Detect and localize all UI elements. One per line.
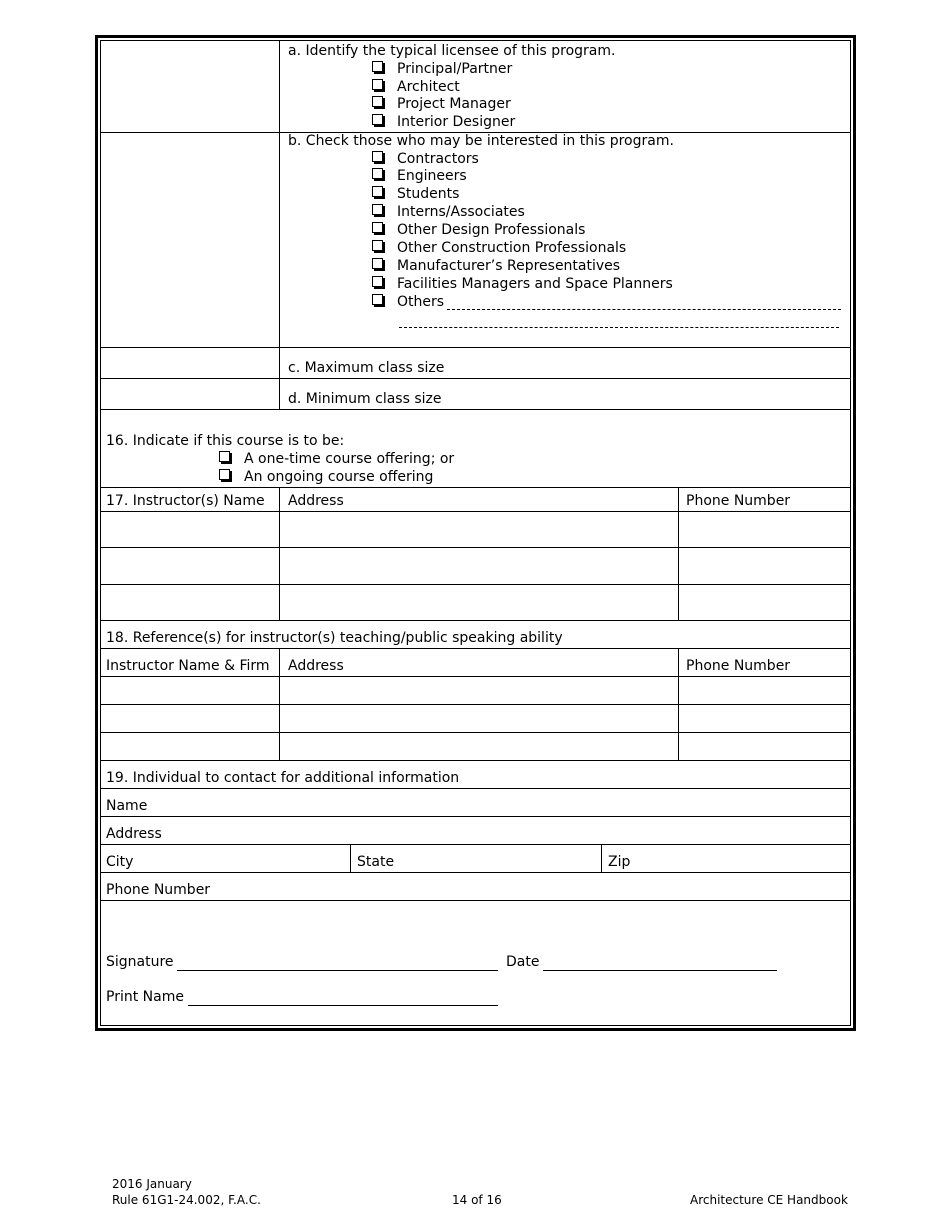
checkbox-option[interactable]: Engineers xyxy=(372,167,467,185)
col-divider xyxy=(279,41,280,409)
contact-name-label: Name xyxy=(106,798,148,814)
col-divider xyxy=(350,844,351,872)
checkbox-icon[interactable] xyxy=(372,258,383,269)
row-divider xyxy=(101,900,850,901)
footer-rule: Rule 61G1-24.002, F.A.C. xyxy=(112,1193,261,1207)
reference-phone-header: Phone Number xyxy=(686,658,791,674)
checkbox-icon[interactable] xyxy=(372,114,383,125)
col-divider xyxy=(279,487,280,620)
contact-phone-label: Phone Number xyxy=(106,882,211,898)
row-divider xyxy=(101,584,850,585)
checkbox-option-others[interactable]: Others xyxy=(372,293,444,311)
reference-address-header: Address xyxy=(288,658,344,674)
checkbox-icon[interactable] xyxy=(372,96,383,107)
form-frame xyxy=(95,35,856,1031)
col-divider xyxy=(678,487,679,620)
checkbox-icon[interactable] xyxy=(372,204,383,215)
instructor-address-header: Address xyxy=(288,493,344,509)
row-divider xyxy=(101,378,850,379)
row-divider xyxy=(101,620,850,621)
max-class-size-label: c. Maximum class size xyxy=(288,360,445,376)
checkbox-icon[interactable] xyxy=(372,186,383,197)
reference-name-header: Instructor Name & Firm xyxy=(106,658,270,674)
checkbox-icon[interactable] xyxy=(372,276,383,287)
checkbox-option[interactable]: Other Construction Professionals xyxy=(372,239,626,257)
checkbox-icon[interactable] xyxy=(372,294,383,305)
col-divider xyxy=(678,648,679,760)
print-name-line[interactable] xyxy=(188,1005,498,1006)
col-divider xyxy=(279,648,280,760)
others-fill-line[interactable] xyxy=(399,327,839,328)
contact-title: 19. Individual to contact for additional information xyxy=(106,770,460,786)
checkbox-option[interactable]: Project Manager xyxy=(372,95,511,113)
offering-prompt: 16. Indicate if this course is to be: xyxy=(106,433,345,449)
checkbox-option[interactable]: A one-time course offering; or xyxy=(219,450,454,468)
signature-line[interactable] xyxy=(177,970,498,971)
checkbox-option[interactable]: Facilities Managers and Space Planners xyxy=(372,275,673,293)
contact-address-label: Address xyxy=(106,826,162,842)
instructor-name-header: 17. Instructor(s) Name xyxy=(106,493,265,509)
instructor-phone-header: Phone Number xyxy=(686,493,791,509)
signature-label: Signature xyxy=(106,954,174,970)
date-label: Date xyxy=(506,954,540,970)
min-class-size-label: d. Minimum class size xyxy=(288,391,442,407)
row-divider xyxy=(101,511,850,512)
checkbox-icon[interactable] xyxy=(372,240,383,251)
checkbox-option[interactable]: An ongoing course offering xyxy=(219,468,433,486)
checkbox-option[interactable]: Interns/Associates xyxy=(372,203,525,221)
contact-state-label: State xyxy=(357,854,395,870)
others-fill-line[interactable] xyxy=(447,309,841,310)
print-name-label: Print Name xyxy=(106,989,184,1005)
date-line[interactable] xyxy=(543,970,777,971)
interested-prompt: b. Check those who may be interested in this program. xyxy=(288,133,674,149)
row-divider xyxy=(101,347,850,348)
checkbox-icon[interactable] xyxy=(219,469,230,480)
references-title: 18. Reference(s) for instructor(s) teaching/public speaking ability xyxy=(106,630,563,646)
contact-zip-label: Zip xyxy=(608,854,631,870)
row-divider xyxy=(101,760,850,761)
checkbox-option[interactable]: Manufacturer’s Representatives xyxy=(372,257,620,275)
row-divider xyxy=(101,704,850,705)
row-divider xyxy=(101,547,850,548)
footer-title: Architecture CE Handbook xyxy=(690,1193,848,1207)
footer-page-number: 14 of 16 xyxy=(452,1193,502,1207)
row-divider xyxy=(101,648,850,649)
form-table xyxy=(100,40,851,1026)
row-divider xyxy=(101,844,850,845)
checkbox-option[interactable]: Architect xyxy=(372,78,460,96)
checkbox-icon[interactable] xyxy=(372,151,383,162)
checkbox-option[interactable]: Interior Designer xyxy=(372,113,515,131)
footer-date: 2016 January xyxy=(112,1177,192,1191)
col-divider xyxy=(601,844,602,872)
row-divider xyxy=(101,816,850,817)
checkbox-icon[interactable] xyxy=(372,168,383,179)
licensee-prompt: a. Identify the typical licensee of this program. xyxy=(288,43,616,59)
checkbox-option[interactable]: Contractors xyxy=(372,150,479,168)
row-divider xyxy=(101,676,850,677)
checkbox-icon[interactable] xyxy=(372,61,383,72)
row-divider xyxy=(101,409,850,410)
checkbox-option[interactable]: Other Design Professionals xyxy=(372,221,585,239)
row-divider xyxy=(101,487,850,488)
checkbox-icon[interactable] xyxy=(372,222,383,233)
checkbox-icon[interactable] xyxy=(372,79,383,90)
row-divider xyxy=(101,872,850,873)
contact-city-label: City xyxy=(106,854,134,870)
row-divider xyxy=(101,732,850,733)
checkbox-option[interactable]: Principal/Partner xyxy=(372,60,512,78)
checkbox-icon[interactable] xyxy=(219,451,230,462)
checkbox-option[interactable]: Students xyxy=(372,185,459,203)
row-divider xyxy=(101,788,850,789)
